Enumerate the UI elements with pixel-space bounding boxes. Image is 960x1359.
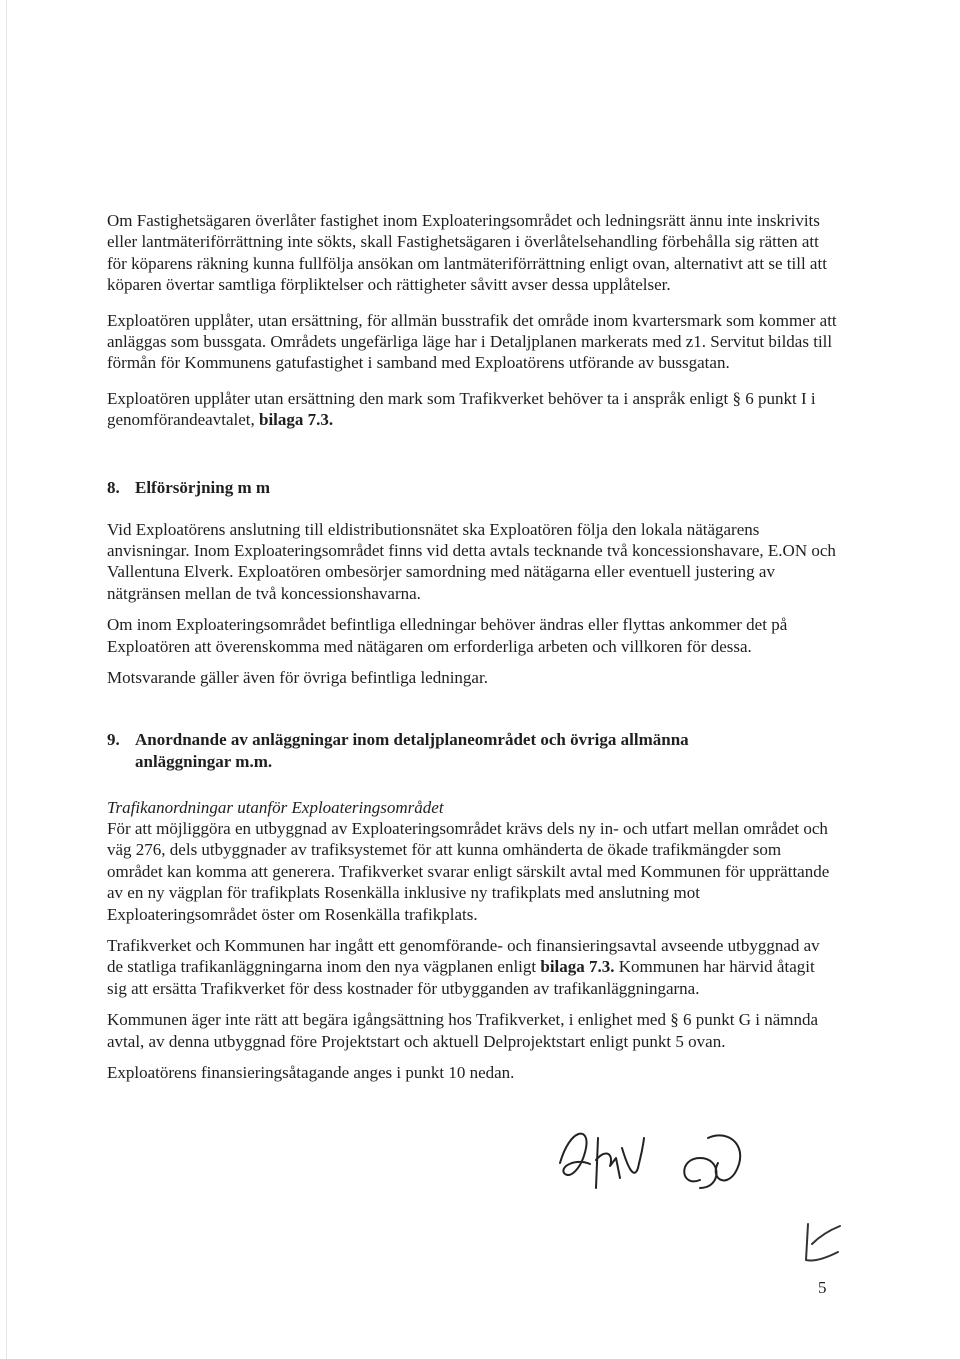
section-9-paragraph-2-cont: Kommunen har härvid åtagit sig att ersätta Trafikverket för dess kostnader för utbygganden av trafikanläggningarna. bbox=[107, 957, 815, 998]
section-8-title: Elförsörjning m m bbox=[135, 477, 271, 497]
paragraph-bus-traffic: Exploatören upplåter, utan ersättning, för allmän busstrafik det område inom kvartersmark som kommer att anläggas som bussgata. Områdets ungefärliga läge har i Detaljplanen markerats med z1. Servitut bildas till förmån för Kommunens gatufastighet i samband med Exploatörens utförande av bussgatan. bbox=[107, 310, 837, 373]
document-body bbox=[107, 210, 837, 1083]
section-8-heading bbox=[107, 477, 837, 499]
paragraph-trafikverket-text: Exploatören upplåter utan ersättning den mark som Trafikverket behöver ta i anspråk enligt § 6 punkt I i genomförandeavtalet, bbox=[107, 388, 816, 430]
section-9-heading bbox=[107, 729, 837, 773]
section-9-paragraph-2 bbox=[107, 935, 837, 999]
appendix-reference: bilaga 7.3. bbox=[259, 410, 334, 430]
section-9-number: 9. bbox=[107, 729, 120, 749]
page-number: 5 bbox=[818, 1278, 827, 1297]
section-8-paragraph-1: Vid Exploatörens anslutning till eldistributionsnätet ska Exploatören följa den lokala nätägarens anvisningar. Inom Exploateringsområdet finns vid detta avtals tecknande två koncessionshavare, E.ON och Vallentuna Elverk. Exploatören ombesörjer samordning med nätägarna eller eventuell justering av nätgränsen mellan de två koncessionshavarna. bbox=[107, 519, 836, 603]
scan-edge-line bbox=[6, 0, 7, 1359]
paragraph-transfer: Om Fastighetsägaren överlåter fastighet inom Exploateringsområdet och ledningsrätt ännu inte inskrivits eller lantmäteriförrättning inte sökts, skall Fastighetsägaren i överlåtelsehandling förbehålla sig rätten att för köparens räkning kunna fullfölja ansökan om lantmäteriförrättning enligt ovan, alternativt att se till att köparen övertar samtliga förpliktelser och rättigheter såvitt avser dessa upplåtelser. bbox=[107, 211, 827, 295]
section-9-title: Anordnande av anläggningar inom detaljplaneområdet och övriga allmänna anläggningar m.m. bbox=[135, 729, 689, 771]
section-9-paragraph-2-text: Trafikverket och Kommunen har ingått ett genomförande- och finansieringsavtal avseende utbyggnad av de statliga trafikanläggningarna inom den nya vägplanen enligt bbox=[107, 935, 820, 977]
section-8-paragraph-3: Motsvarande gäller även för övriga befintliga ledningar. bbox=[107, 668, 488, 688]
handwritten-signature bbox=[550, 1118, 770, 1198]
appendix-reference-2: bilaga 7.3. bbox=[540, 957, 615, 977]
section-8-paragraph-2: Om inom Exploateringsområdet befintliga elledningar behöver ändras eller flyttas ankommer det på Exploatören att överenskomma med nätägaren om erforderliga arbeten och villkoren för dessa. bbox=[107, 615, 788, 656]
section-9-paragraph-4: Exploatörens finansieringsåtagande anges i punkt 10 nedan. bbox=[107, 1062, 515, 1082]
section-9-paragraph-3: Kommunen äger inte rätt att begära igångsättning hos Trafikverket, i enlighet med § 6 punkt G i nämnda avtal, av denna utbyggnad före Projektstart och aktuell Delprojektstart enligt punkt 5 ovan. bbox=[107, 1010, 819, 1051]
handwritten-initial bbox=[798, 1218, 848, 1268]
section-9-subheading: Trafikanordningar utanför Exploateringsområdet bbox=[107, 797, 444, 817]
section-9-paragraph-1: För att möjliggöra en utbyggnad av Exploateringsområdet krävs dels ny in- och utfart mellan området och väg 276, dels utbyggnader av trafiksystemet för att kunna omhänderta de ökade trafikmängder som området kan komma att generera. Trafikverket svarar enligt särskilt avtal med Kommunen för upprättande av en ny vägplan för trafikplats Rosenkälla inklusive ny trafikplats med anslutning mot Exploateringsområdet öster om Rosenkälla trafikplats. bbox=[107, 818, 830, 924]
section-8-number: 8. bbox=[107, 477, 120, 497]
paragraph-trafikverket-land bbox=[107, 388, 837, 431]
